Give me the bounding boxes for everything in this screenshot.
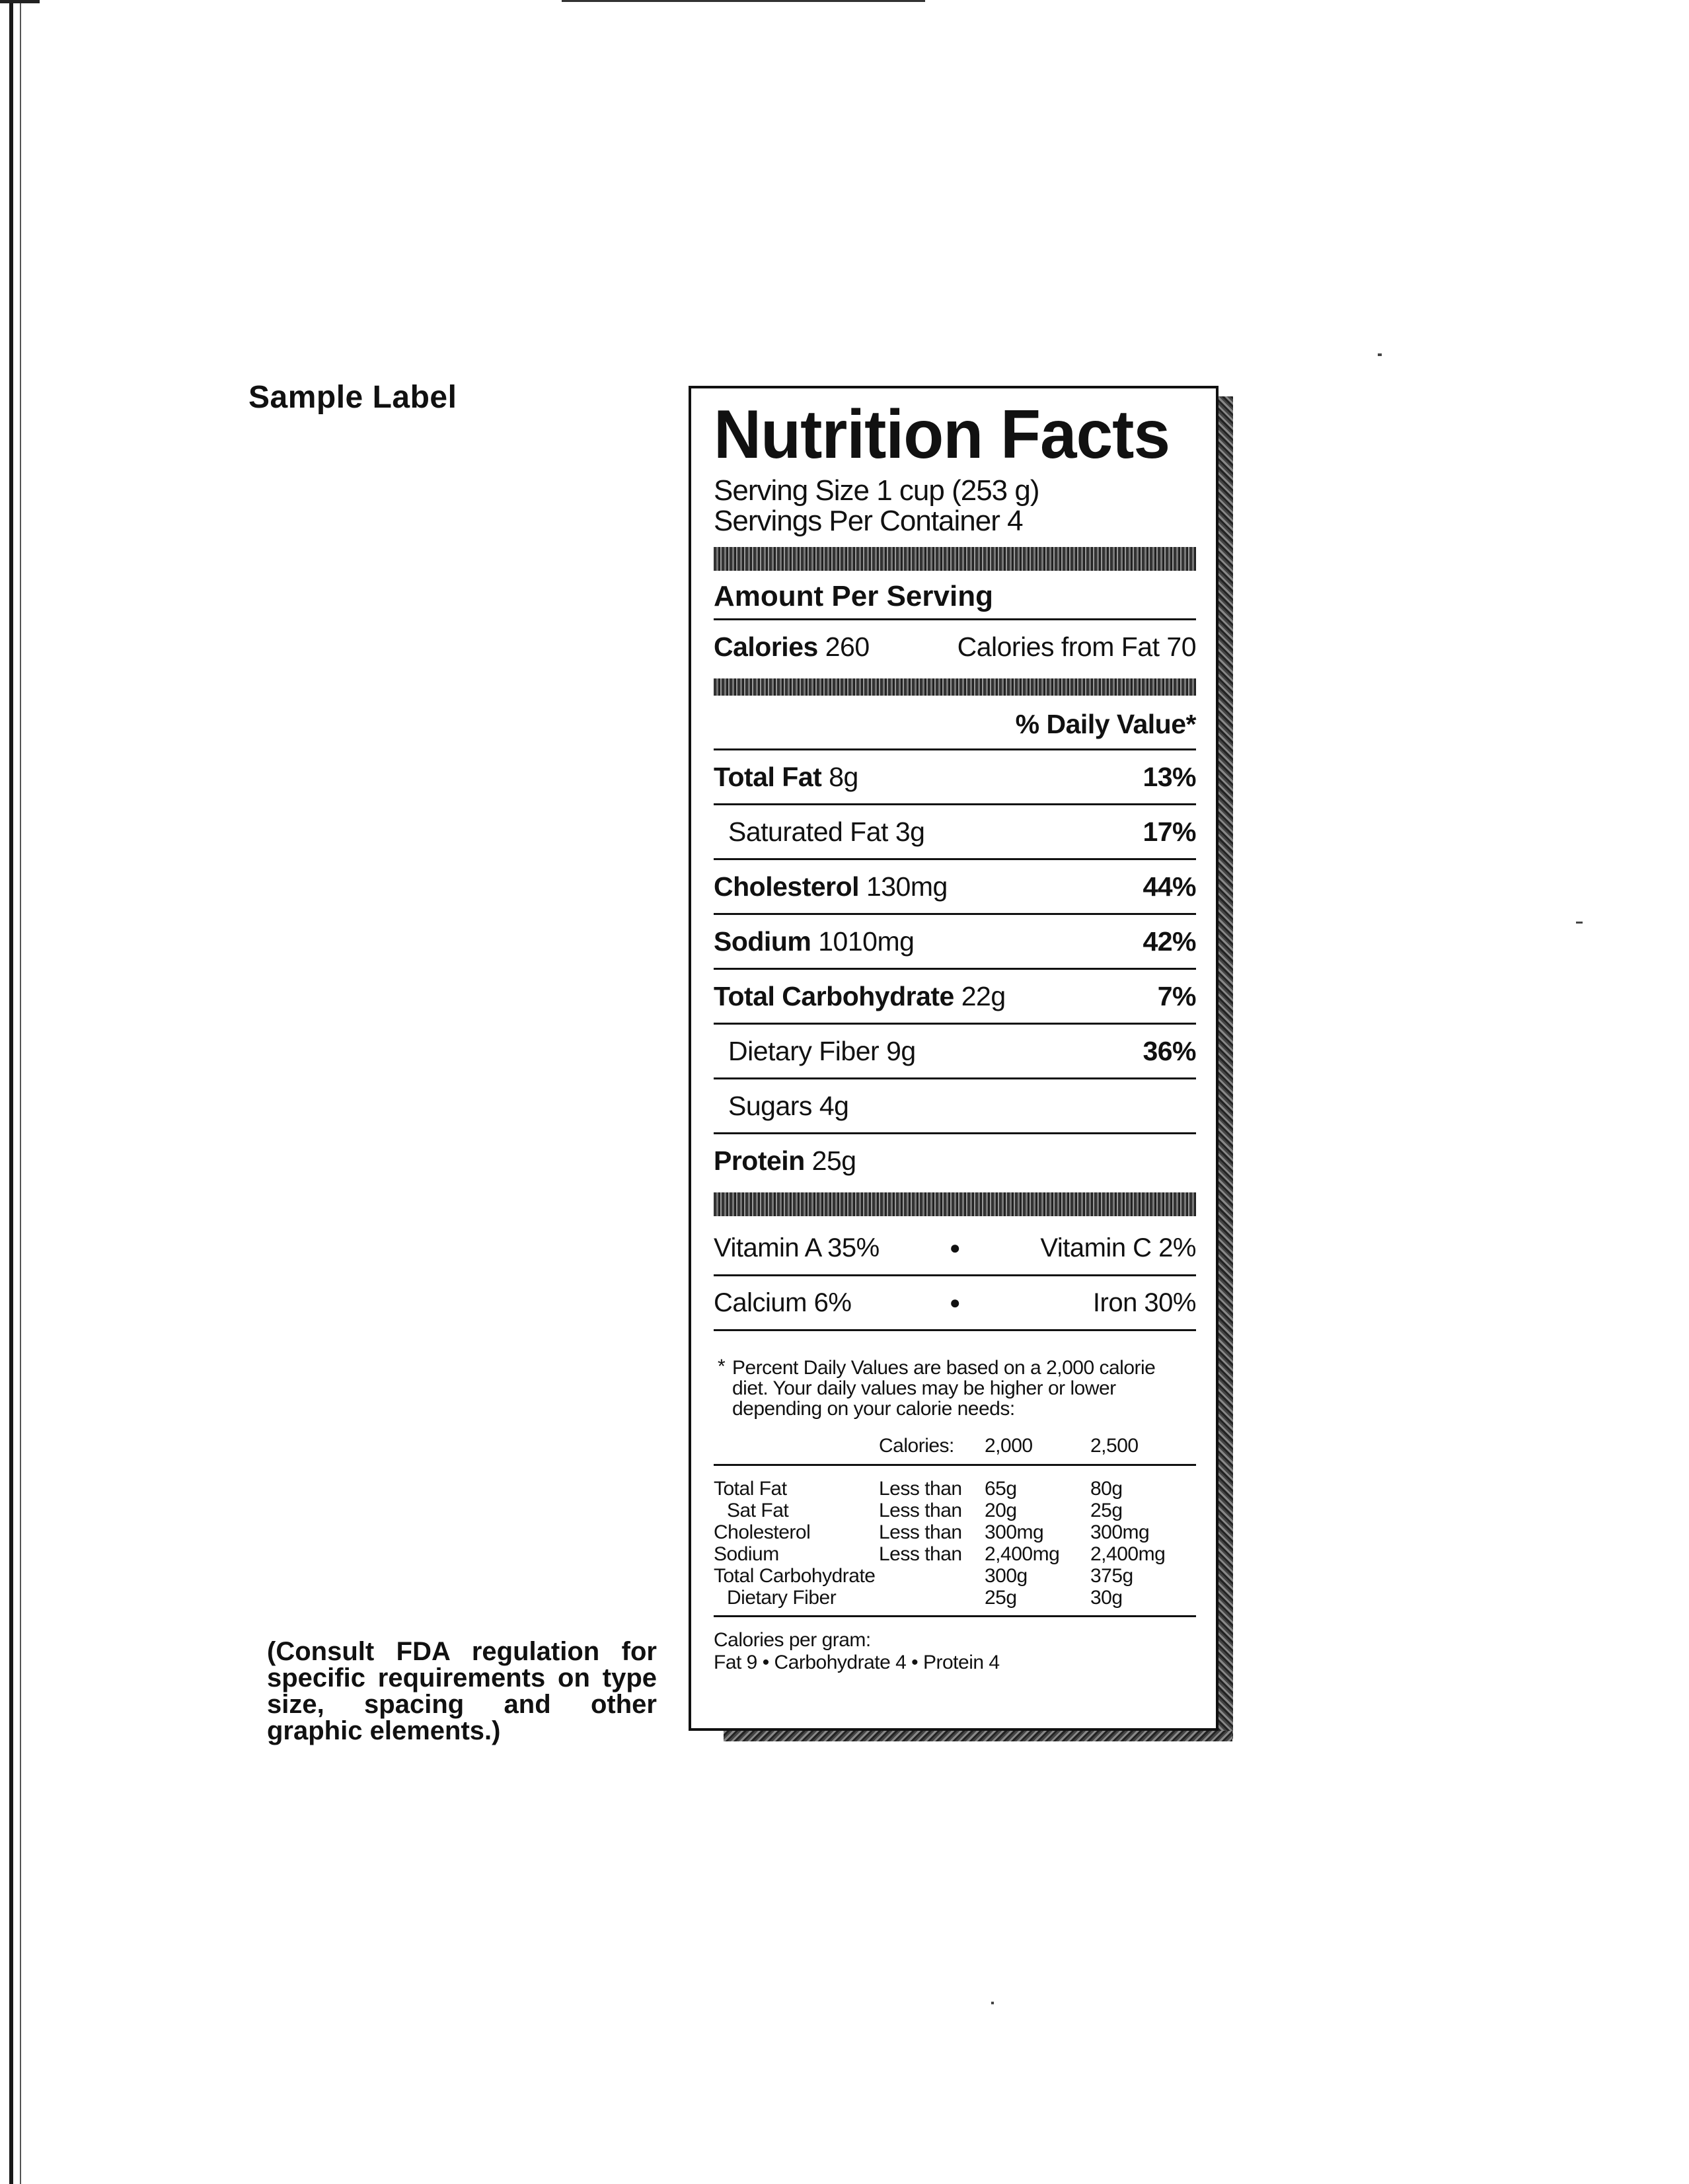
calories-row (714, 620, 1196, 673)
dv-cell-qualifier: Less than (879, 1500, 962, 1521)
scan-edge (9, 0, 13, 2184)
dv-cell-name: Total Fat (714, 1478, 787, 1500)
nutrient-amount: 8g (829, 761, 858, 792)
nutrient-row (714, 915, 1196, 970)
dv-cell-v1: 2,400mg (985, 1543, 1060, 1565)
label-shadow (1219, 396, 1233, 1739)
dv-cell-name: Sodium (714, 1543, 779, 1565)
scan-edge-inner (20, 0, 21, 2184)
dv-cell-qualifier (879, 1587, 985, 1609)
dv-cell-v2: 375g (1090, 1565, 1133, 1587)
calories-per-gram-values: Fat 9 • Carbohydrate 4 • Protein 4 (714, 1652, 1000, 1673)
nutrient-amount: 22g (961, 980, 1006, 1011)
dv-cell-v1: 65g (985, 1478, 1017, 1500)
nutrient-name: Sodium (714, 926, 811, 957)
nutrient-amount: 9g (886, 1035, 916, 1066)
nutrient-row (714, 970, 1196, 1025)
nutrient-amount: 4g (819, 1090, 849, 1121)
serving-info (714, 476, 1196, 536)
nutrient-row (714, 1079, 1196, 1134)
dv-cell-v2: 30g (1090, 1587, 1123, 1609)
vitamin-row (714, 1276, 1196, 1331)
dv-table-row (714, 1587, 1196, 1609)
nutrient-percent: 44% (1143, 871, 1196, 902)
servings-per-container: Servings Per Container 4 (714, 505, 1023, 537)
calories-from-fat: Calories from Fat 70 (957, 631, 1196, 662)
vitamin-right: Iron 30% (1092, 1288, 1196, 1317)
nutrient-row (714, 1025, 1196, 1079)
page-title: Sample Label (248, 380, 457, 415)
vitamin-left: Calcium 6% (714, 1288, 852, 1317)
vitamin-row (714, 1221, 1196, 1276)
dv-cell-v2: 80g (1090, 1478, 1123, 1500)
nutrient-percent: 17% (1143, 816, 1196, 847)
dv-cell-v2: 25g (1090, 1500, 1123, 1521)
footnote-star: * (718, 1356, 726, 1377)
dv-cell-v2: 300mg (1090, 1521, 1150, 1543)
nutrient-percent: 42% (1143, 926, 1196, 957)
scan-speck (1576, 922, 1583, 924)
nutrient-list (714, 750, 1196, 1187)
calories-value: 260 (825, 631, 870, 662)
footnote (714, 1358, 1196, 1419)
dv-cell-v1: 300g (985, 1565, 1028, 1587)
nutrient-amount: 130mg (866, 871, 948, 902)
dv-cell-name: Dietary Fiber (727, 1587, 837, 1609)
dv-table-row (714, 1543, 1196, 1565)
nutrient-percent: 36% (1143, 1035, 1196, 1066)
bullet-icon: ● (949, 1237, 961, 1258)
dv-cell-name: Sat Fat (727, 1500, 789, 1521)
nutrient-row (714, 805, 1196, 860)
dv-cell-v1: 25g (985, 1587, 1017, 1609)
dv-cell-name: Cholesterol (714, 1521, 811, 1543)
amount-per-serving: Amount Per Serving (714, 576, 1196, 620)
nutrient-name: Dietary Fiber (728, 1035, 880, 1066)
nutrient-amount: 25g (811, 1145, 856, 1176)
calories-per-gram (714, 1629, 1196, 1674)
dv-cell-qualifier: Less than (879, 1543, 962, 1565)
vitamin-list (714, 1221, 1196, 1331)
dv-table-row (714, 1521, 1196, 1543)
dv-cell-v1: 300mg (985, 1521, 1044, 1543)
nutrient-amount: 3g (895, 816, 925, 847)
dv-cell-name: Total Carbohydrate (714, 1565, 876, 1587)
nutrient-row (714, 750, 1196, 805)
vitamin-left: Vitamin A 35% (714, 1233, 880, 1262)
scan-speck (1378, 353, 1382, 356)
serving-size: Serving Size 1 cup (253 g) (714, 474, 1039, 507)
bullet-icon: ● (949, 1292, 961, 1313)
scan-speck (991, 2002, 994, 2004)
medium-divider (714, 678, 1196, 696)
nutrient-row (714, 860, 1196, 915)
daily-value-header: % Daily Value* (714, 700, 1196, 750)
dv-table-row (714, 1478, 1196, 1500)
regulation-note: (Consult FDA regulation for specific requirements on type size, spacing and other graphic elements.) (267, 1637, 657, 1745)
dv-table-row (714, 1500, 1196, 1521)
dv-header-col1: 2,000 (985, 1435, 1033, 1457)
dv-cell-v1: 20g (985, 1500, 1017, 1521)
nutrient-row (714, 1134, 1196, 1187)
scan-top-line (562, 0, 925, 2)
dv-cell-qualifier: Less than (879, 1478, 962, 1500)
nutrient-name: Cholesterol (714, 871, 860, 902)
daily-value-table (714, 1435, 1196, 1617)
nutrient-name: Total Fat (714, 761, 822, 792)
calories-label: Calories (714, 631, 818, 662)
dv-cell-v2: 2,400mg (1090, 1543, 1166, 1565)
vitamin-right: Vitamin C 2% (1040, 1233, 1196, 1262)
nutrient-percent: 13% (1143, 761, 1196, 792)
label-title: Nutrition Facts (714, 396, 1170, 473)
label-shadow (724, 1731, 1232, 1741)
nutrient-name: Total Carbohydrate (714, 980, 954, 1011)
dv-table-header (714, 1435, 1196, 1466)
dv-table-body (714, 1466, 1196, 1617)
nutrient-name: Protein (714, 1145, 805, 1176)
dv-table-row (714, 1565, 1196, 1587)
dv-cell-qualifier: Less than (879, 1521, 962, 1543)
calories-per-gram-title: Calories per gram: (714, 1629, 871, 1651)
scan-edge-top (0, 0, 40, 3)
nutrient-percent: 7% (1157, 980, 1196, 1011)
thick-divider (714, 1192, 1196, 1216)
thick-divider (714, 547, 1196, 571)
footnote-text: Percent Daily Values are based on a 2,000 calorie diet. Your daily values may be higher or lower depending on your calorie needs: (732, 1357, 1156, 1420)
nutrient-amount: 1010mg (818, 926, 915, 957)
dv-cell-qualifier (879, 1565, 985, 1587)
dv-header-label: Calories: (879, 1435, 954, 1457)
nutrient-name: Saturated Fat (728, 816, 888, 847)
dv-header-col2: 2,500 (1090, 1435, 1139, 1457)
nutrition-label (689, 386, 1219, 1731)
nutrient-name: Sugars (728, 1090, 812, 1121)
